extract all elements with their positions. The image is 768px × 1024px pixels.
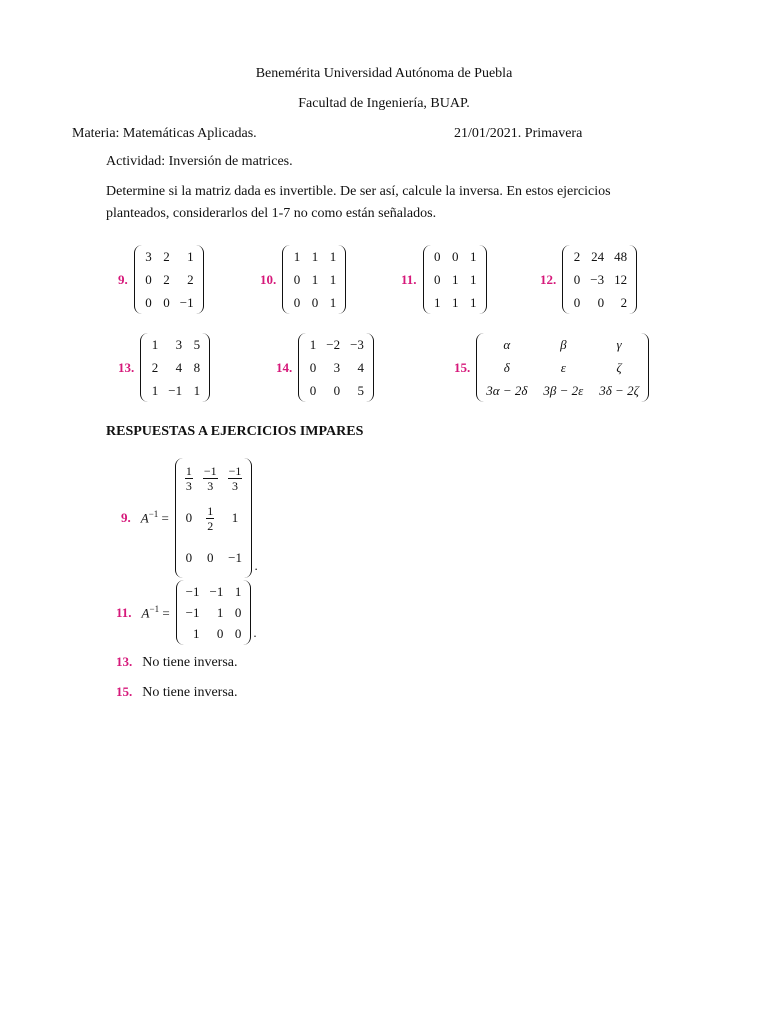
problem-12 <box>540 245 637 314</box>
matrix-cell: 0 <box>311 295 319 310</box>
university-name: Benemérita Universidad Autónoma de Puebla <box>255 66 513 81</box>
answer-9-number: 9. <box>121 510 131 525</box>
matrix-cell: 24 <box>591 249 605 264</box>
matrix-cell: 0 <box>573 272 581 287</box>
matrix-cell: 2 <box>163 272 170 287</box>
matrix-cell: −3 <box>590 272 605 287</box>
fraction: $\frac{1}{3}$ <box>185 463 192 493</box>
matrix-cell: 1 <box>470 249 477 264</box>
matrix-cell: 48 <box>614 249 628 264</box>
matrix-cell: −1 <box>168 383 183 398</box>
matrix-cell: 3 <box>145 249 152 264</box>
problem-14 <box>276 333 374 402</box>
matrix-cell: 1 <box>434 295 441 310</box>
instructions-paragraph: Determine si la matriz dada es invertible. De ser así, calcule la inversa. En estos ejercicios planteados, considerarlos del 1-7 no como están señalados. <box>106 184 611 221</box>
matrix-cell: 2 <box>151 360 159 375</box>
matrix-cell: 0 <box>434 272 441 287</box>
activity-label: Actividad: Inversión de matrices. <box>106 154 293 169</box>
matrix-cell: 4 <box>357 360 364 375</box>
matrix-cell: −1 <box>185 584 200 599</box>
matrix-cell: 3 <box>175 337 183 352</box>
fraction: $\frac{1}{2}$ <box>207 503 214 533</box>
matrix-cell: ε <box>560 360 566 375</box>
matrix-cell: 0 <box>185 550 193 565</box>
matrix-cell: 0 <box>163 295 170 310</box>
matrix-cell: 0 <box>293 295 301 310</box>
matrix-cell: 2 <box>573 249 581 264</box>
matrix-cell: β <box>560 337 567 352</box>
matrix <box>140 333 210 402</box>
matrix-cell <box>228 459 243 497</box>
matrix-cell: 1 <box>311 272 319 287</box>
matrix-cell: γ <box>616 337 622 352</box>
problem-number: 13. <box>118 359 135 375</box>
matrix-cell: 2 <box>163 249 170 264</box>
problem-number: 12. <box>540 271 557 287</box>
matrix-cell: 1 <box>187 249 194 264</box>
matrix-cell: 1 <box>470 295 477 310</box>
answer-11-number: 11. <box>116 604 132 620</box>
problem-number: 10. <box>260 271 277 287</box>
matrix-cell: 0 <box>145 272 152 287</box>
problem-number: 9. <box>118 271 128 287</box>
matrix-cell <box>203 499 218 537</box>
matrix-cell: 0 <box>597 295 605 310</box>
matrix-cell <box>185 459 193 497</box>
matrix-cell: 3β − 2ε <box>543 383 584 398</box>
matrix-cell: 3δ − 2ζ <box>599 383 639 398</box>
matrix-cell: 5 <box>193 337 201 352</box>
matrix-cell: 0 <box>145 295 152 310</box>
matrix-cell: 0 <box>293 272 301 287</box>
matrix-cell: 0 <box>309 360 317 375</box>
matrix-cell: 1 <box>329 272 337 287</box>
matrix-cell: 8 <box>193 360 201 375</box>
matrix-cell: 1 <box>452 272 459 287</box>
matrix-cell: 1 <box>193 383 201 398</box>
matrix-cell: 0 <box>234 605 242 620</box>
matrix-cell <box>203 459 218 497</box>
matrix-cell: −1 <box>179 295 194 310</box>
problem-number: 11. <box>401 271 417 287</box>
matrix-cell: 1 <box>470 272 477 287</box>
matrix-cell: 1 <box>452 295 459 310</box>
matrix-cell: −3 <box>350 337 364 352</box>
problem-10 <box>260 245 346 314</box>
answers-heading: RESPUESTAS A EJERCICIOS IMPARES <box>106 424 364 439</box>
matrix-cell: 1 <box>329 295 337 310</box>
matrix <box>423 245 487 314</box>
matrix-cell: 0 <box>185 510 193 525</box>
matrix <box>298 333 374 402</box>
matrix-cell: ζ <box>616 360 622 375</box>
problem-11 <box>401 245 487 314</box>
matrix-cell: α <box>503 337 511 352</box>
inverse-symbol: $A^{-1}$ = <box>140 509 169 526</box>
problem-9 <box>118 245 204 314</box>
matrix <box>476 333 649 402</box>
matrix-cell: 12 <box>614 272 628 287</box>
subject-label: Materia: Matemáticas Aplicadas. <box>72 126 257 141</box>
answer-11-matrix <box>176 580 252 645</box>
matrix-cell: 1 <box>311 249 319 264</box>
matrix-cell: 4 <box>175 360 183 375</box>
matrix-cell: 3α − 2δ <box>486 383 528 398</box>
matrix-cell: 1 <box>231 510 239 525</box>
matrix-cell: 3 <box>333 360 341 375</box>
matrix-cell: 0 <box>333 383 341 398</box>
matrix-cell: −1 <box>185 605 200 620</box>
matrix-cell: 0 <box>452 249 459 264</box>
matrix-cell: 1 <box>216 605 224 620</box>
matrix <box>134 245 204 314</box>
matrix <box>282 245 346 314</box>
problem-15 <box>454 333 649 402</box>
answer-11: 11. $A^{-1}$ = −1 −1 1 −1 1 0 1 0 0 . <box>116 580 257 645</box>
matrix <box>562 245 637 314</box>
matrix-cell: 1 <box>151 337 159 352</box>
matrix-cell: −1 <box>209 584 224 599</box>
matrix-cell: 1 <box>234 584 242 599</box>
fraction: $\frac{-1}{3}$ <box>203 463 217 493</box>
answer-13: 13. No tiene inversa. <box>116 654 238 670</box>
answer-9: 9. $A^{-1}$ = $\frac{1}{3}$ $\frac{-1}{3}$ $\frac{-1}{3}$ 0 $\frac{1}{2}$ 1 0 0 −1 . <box>121 458 258 578</box>
date-label: 21/01/2021. Primavera <box>454 126 583 141</box>
matrix-cell: 1 <box>329 249 337 264</box>
answer-15: 15. No tiene inversa. <box>116 684 238 700</box>
matrix-cell: −2 <box>326 337 341 352</box>
problem-number: 15. <box>454 359 471 375</box>
matrix-cell: 2 <box>187 272 194 287</box>
problem-13 <box>118 333 210 402</box>
matrix-cell: 0 <box>309 383 317 398</box>
matrix-cell: δ <box>503 360 510 375</box>
matrix-cell: 0 <box>216 626 224 641</box>
matrix-cell: 0 <box>234 626 242 641</box>
matrix-cell: 0 <box>434 249 441 264</box>
faculty-name: Facultad de Ingeniería, BUAP. <box>298 96 470 111</box>
matrix-cell: 0 <box>207 550 214 565</box>
fraction: $\frac{-1}{3}$ <box>228 463 242 493</box>
problem-number: 14. <box>276 359 293 375</box>
inverse-symbol: $A^{-1}$ = <box>141 603 170 621</box>
matrix-cell: 2 <box>620 295 628 310</box>
matrix-cell: 5 <box>357 383 364 398</box>
matrix-cell: 1 <box>309 337 317 352</box>
matrix-cell: 1 <box>293 249 301 264</box>
matrix-cell: 1 <box>193 626 200 641</box>
answer-9-matrix <box>175 458 253 578</box>
matrix-cell: 0 <box>573 295 581 310</box>
matrix-cell: 1 <box>151 383 159 398</box>
matrix-cell: −1 <box>228 550 242 565</box>
